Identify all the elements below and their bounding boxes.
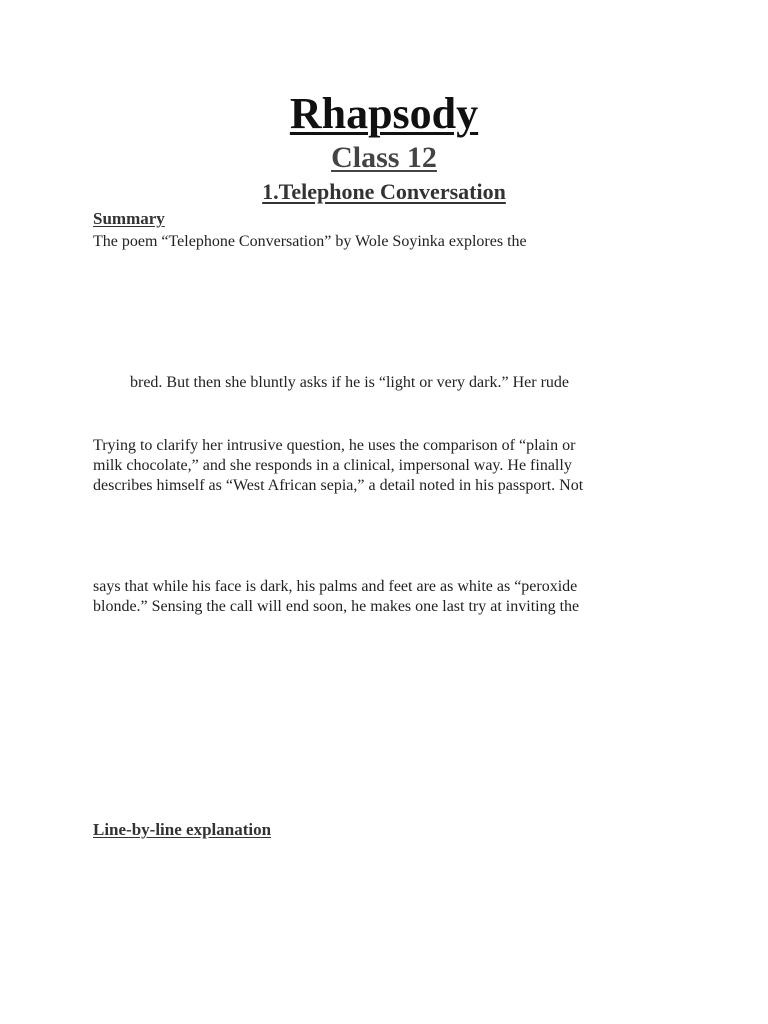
summary-paragraph-1	[93, 232, 673, 252]
summary-heading: Summary	[93, 209, 165, 228]
line-by-line-heading: Line-by-line explanation	[93, 820, 272, 839]
paragraph-line: blonde.” Sensing the call will end soon, he makes one last try at inviting the	[93, 598, 580, 615]
summary-paragraph-4	[93, 577, 673, 617]
document-title: Rhapsody	[289, 89, 479, 138]
summary-paragraph-2	[130, 373, 710, 393]
summary-paragraph-3	[93, 436, 673, 496]
document-subtitle: Class 12	[331, 141, 437, 174]
paragraph-line: says that while his face is dark, his palms and feet are as white as “peroxide	[93, 578, 578, 595]
paragraph-line: describes himself as “West African sepia,” a detail noted in his passport. Not	[93, 477, 584, 494]
paragraph-line: Trying to clarify her intrusive question, he uses the comparison of “plain or	[93, 437, 576, 454]
paragraph-line: milk chocolate,” and she responds in a clinical, impersonal way. He finally	[93, 457, 572, 474]
paragraph-line: The poem “Telephone Conversation” by Wole Soyinka explores the	[93, 233, 527, 250]
paragraph-line: bred. But then she bluntly asks if he is “light or very dark.” Her rude	[130, 374, 569, 391]
chapter-heading: 1.Telephone Conversation	[262, 179, 506, 204]
